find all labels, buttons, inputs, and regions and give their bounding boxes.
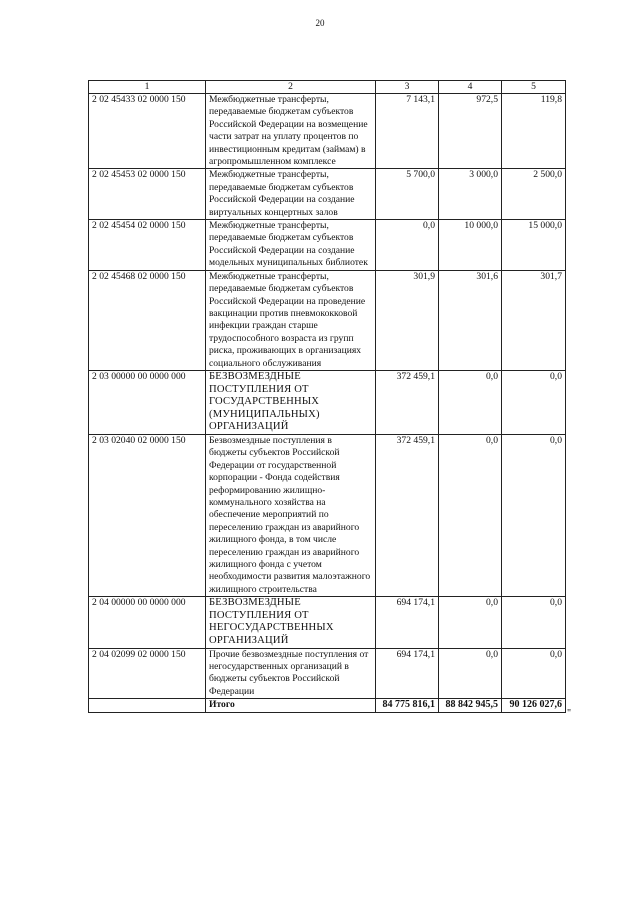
budget-code: 2 02 45453 02 0000 150 (89, 169, 206, 220)
value-col-5: 2 500,0 (502, 169, 566, 220)
section-name: БЕЗВОЗМЕЗДНЫЕ ПОСТУПЛЕНИЯ ОТ ГОСУДАРСТВЕННЫХ (МУНИЦИПАЛЬНЫХ) ОРГАНИЗАЦИЙ (206, 370, 376, 434)
table-row (89, 270, 566, 370)
section-row (89, 370, 566, 434)
item-name: Межбюджетные трансферты, передаваемые бюджетам субъектов Российской Федерации на проведение вакцинации против пневмококковой инфекции граждан старше трудоспособного возраста из групп риска, проживающих в организациях социального обслуживания (206, 270, 376, 370)
budget-code: 2 04 00000 00 0000 000 (89, 597, 206, 648)
value-col-3: 301,9 (376, 270, 439, 370)
value-col-4: 0,0 (439, 434, 502, 596)
budget-code: 2 02 45433 02 0000 150 (89, 94, 206, 169)
budget-code: 2 03 02040 02 0000 150 (89, 434, 206, 596)
value-col-5: 15 000,0 (502, 220, 566, 271)
value-col-4: 972,5 (439, 94, 502, 169)
section-name: БЕЗВОЗМЕЗДНЫЕ ПОСТУПЛЕНИЯ ОТ НЕГОСУДАРСТВЕННЫХ ОРГАНИЗАЦИЙ (206, 597, 376, 648)
value-col-5: 301,7 (502, 270, 566, 370)
item-name: Межбюджетные трансферты, передаваемые бюджетам субъектов Российской Федерации на создание модельных муниципальных библиотек (206, 220, 376, 271)
budget-code: 2 02 45468 02 0000 150 (89, 270, 206, 370)
total-col-3: 84 775 816,1 (376, 699, 439, 712)
column-header-4: 4 (439, 81, 502, 94)
value-col-5: 0,0 (502, 597, 566, 648)
value-col-5: 0,0 (502, 370, 566, 434)
value-col-4: 301,6 (439, 270, 502, 370)
value-col-4: 10 000,0 (439, 220, 502, 271)
value-col-5: 0,0 (502, 434, 566, 596)
column-header-1: 1 (89, 81, 206, 94)
page-number: 20 (315, 18, 325, 28)
closing-quote-mark: " (567, 708, 572, 719)
table-row (89, 220, 566, 271)
value-col-4: 0,0 (439, 597, 502, 648)
value-col-3: 694 174,1 (376, 648, 439, 699)
budget-code: 2 03 00000 00 0000 000 (89, 370, 206, 434)
item-name: Межбюджетные трансферты, передаваемые бюджетам субъектов Российской Федерации на создание виртуальных концертных залов (206, 169, 376, 220)
table-row (89, 434, 566, 596)
value-col-3: 5 700,0 (376, 169, 439, 220)
total-col-5: 90 126 027,6 (502, 699, 566, 712)
item-name: Прочие безвозмездные поступления от негосударственных организаций в бюджеты субъектов Российской Федерации (206, 648, 376, 699)
item-name: Межбюджетные трансферты, передаваемые бюджетам субъектов Российской Федерации на возмещение части затрат на уплату процентов по инвестиционным кредитам (займам) в агропромышленном комплексе (206, 94, 376, 169)
table-row (89, 169, 566, 220)
item-name: Безвозмездные поступления в бюджеты субъектов Российской Федерации от государственной корпорации - Фонда содействия реформированию жилищно-коммунального хозяйства на обеспечение мероприятий по переселению граждан из аварийного жилищного фонда, в том числе переселению граждан из аварийного жилищного фонда с учетом необходимости развития малоэтажного жилищного строительства (206, 434, 376, 596)
table-row (89, 94, 566, 169)
column-header-5: 5 (502, 81, 566, 94)
value-col-3: 0,0 (376, 220, 439, 271)
column-header-2: 2 (206, 81, 376, 94)
total-col-4: 88 842 945,5 (439, 699, 502, 712)
value-col-4: 0,0 (439, 648, 502, 699)
total-row (89, 699, 566, 712)
value-col-5: 119,8 (502, 94, 566, 169)
value-col-4: 0,0 (439, 370, 502, 434)
value-col-3: 372 459,1 (376, 370, 439, 434)
budget-code: 2 04 02099 02 0000 150 (89, 648, 206, 699)
value-col-3: 372 459,1 (376, 434, 439, 596)
value-col-3: 694 174,1 (376, 597, 439, 648)
revenue-table (88, 80, 566, 713)
value-col-5: 0,0 (502, 648, 566, 699)
total-code-cell (89, 699, 206, 712)
value-col-4: 3 000,0 (439, 169, 502, 220)
table-row (89, 648, 566, 699)
value-col-3: 7 143,1 (376, 94, 439, 169)
column-header-3: 3 (376, 81, 439, 94)
section-row (89, 597, 566, 648)
header-row (89, 81, 566, 94)
total-label: Итого (206, 699, 376, 712)
budget-code: 2 02 45454 02 0000 150 (89, 220, 206, 271)
